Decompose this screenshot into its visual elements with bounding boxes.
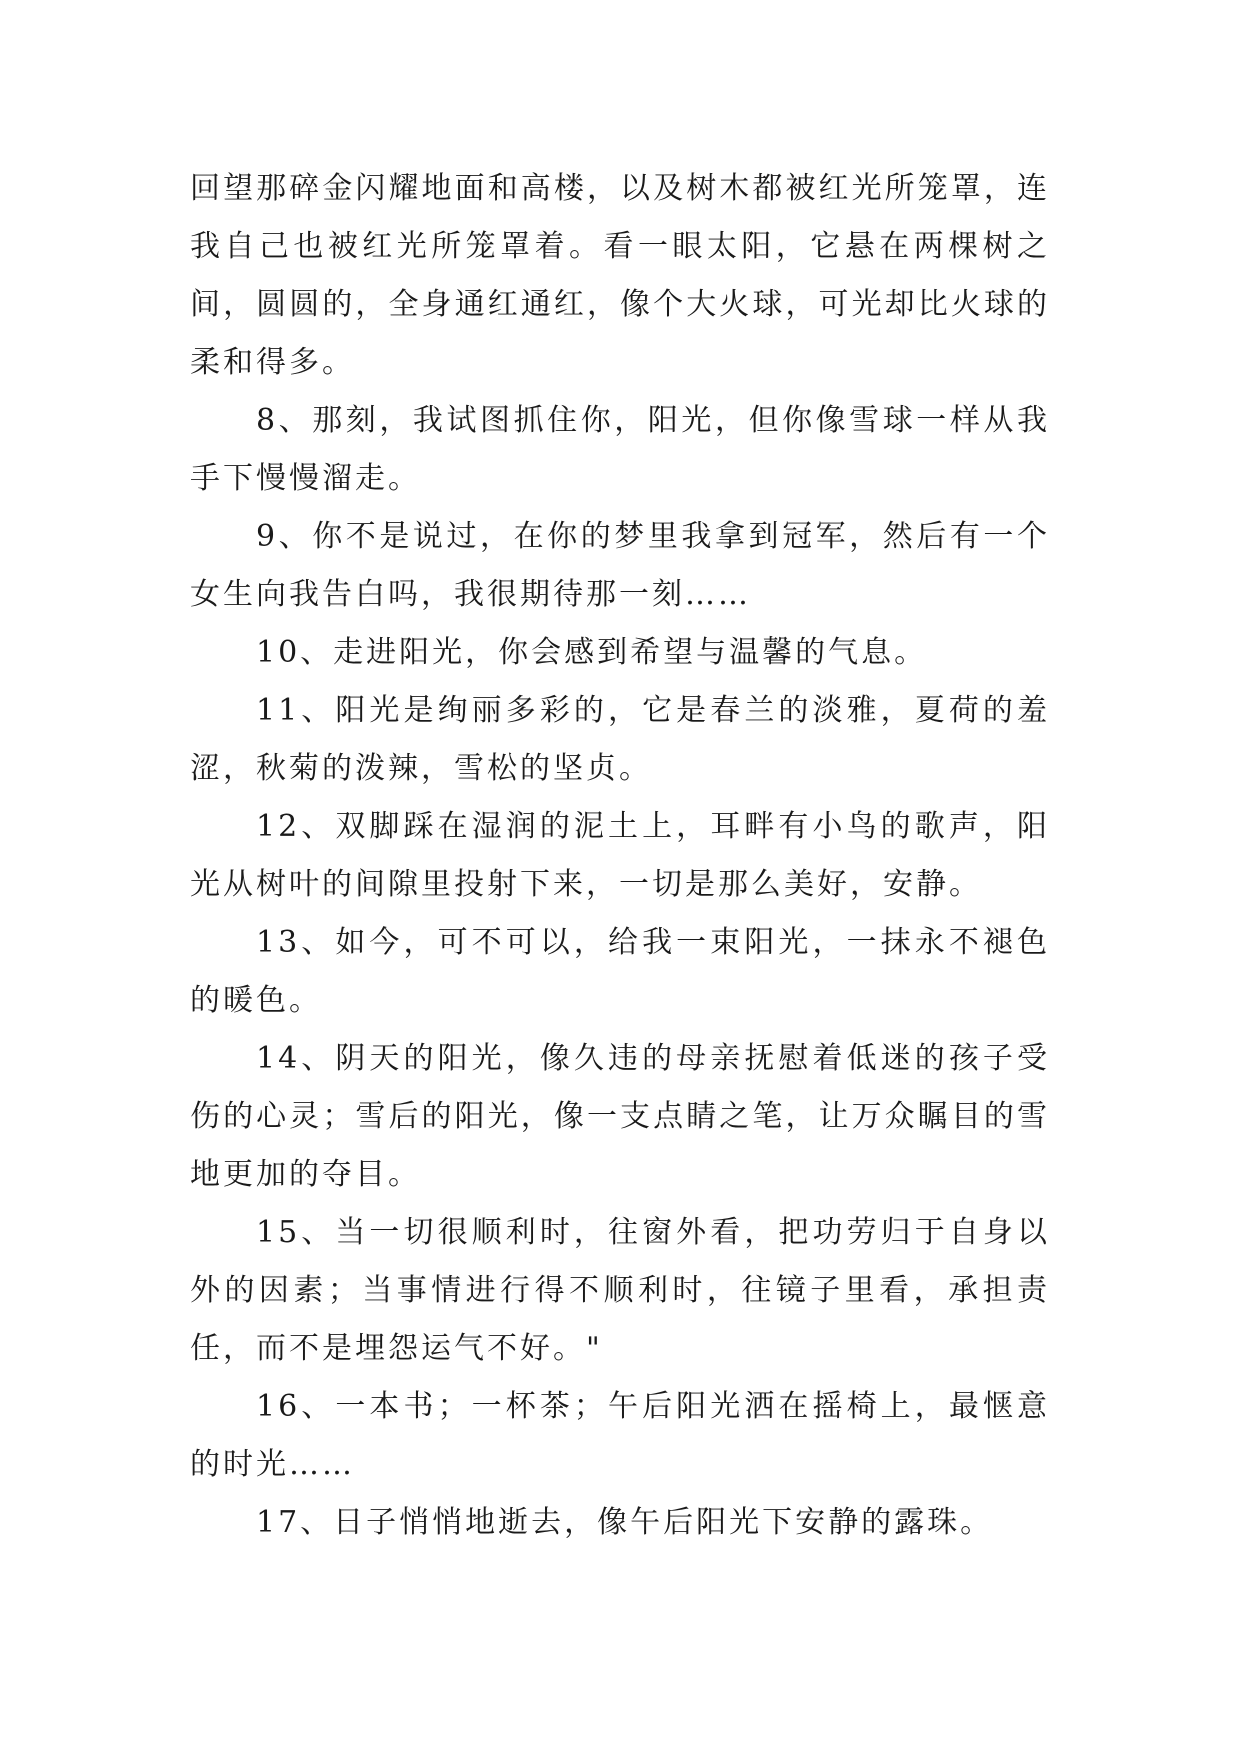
paragraph-item-9: 9、你不是说过，在你的梦里我拿到冠军，然后有一个女生向我告白吗，我很期待那一刻……: [190, 519, 1050, 612]
document-body: [190, 160, 1050, 1552]
paragraph-item-17: 17、日子悄悄地逝去，像午后阳光下安静的露珠。: [256, 1505, 994, 1540]
paragraph-item-12: 12、双脚踩在湿润的泥土上，耳畔有小鸟的歌声，阳光从树叶的间隙里投射下来，一切是那么美好，安静。: [190, 809, 1050, 902]
paragraph-item-14: 14、阴天的阳光，像久违的母亲抚慰着低迷的孩子受伤的心灵；雪后的阳光，像一支点睛之笔，让万众瞩目的雪地更加的夺目。: [190, 1041, 1050, 1192]
paragraph-continuation: 回望那碎金闪耀地面和高楼，以及树木都被红光所笼罩，连我自己也被红光所笼罩着。看一眼太阳，它悬在两棵树之间，圆圆的，全身通红通红，像个大火球，可光却比火球的柔和得多。: [190, 171, 1050, 380]
paragraph-item-8: 8、那刻，我试图抓住你，阳光，但你像雪球一样从我手下慢慢溜走。: [190, 403, 1050, 496]
paragraph-item-16: 16、一本书；一杯茶；午后阳光洒在摇椅上，最惬意的时光……: [190, 1389, 1050, 1482]
paragraph-item-10: 10、走进阳光，你会感到希望与温馨的气息。: [256, 635, 928, 670]
paragraph-item-15: 15、当一切很顺利时，往窗外看，把功劳归于自身以外的因素；当事情进行得不顺利时，往镜子里看，承担责任，而不是埋怨运气不好。": [190, 1215, 1050, 1366]
paragraph-item-11: 11、阳光是绚丽多彩的，它是春兰的淡雅，夏荷的羞涩，秋菊的泼辣，雪松的坚贞。: [190, 693, 1050, 786]
paragraph-item-13: 13、如今，可不可以，给我一束阳光，一抹永不褪色的暖色。: [190, 925, 1050, 1018]
